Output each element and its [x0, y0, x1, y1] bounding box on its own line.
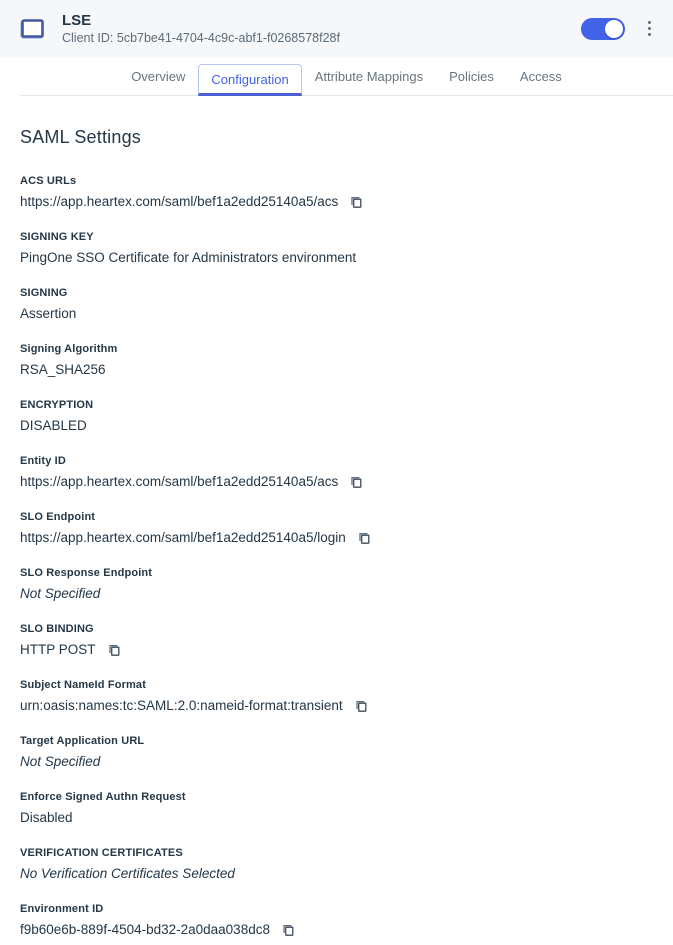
field-value: f9b60e6b-889f-4504-bd32-2a0daa038dc8: [20, 922, 270, 937]
field-list: [20, 175, 653, 938]
app-title: LSE: [62, 11, 92, 29]
application-window-icon: [20, 19, 44, 39]
field-label: SIGNING: [20, 287, 68, 299]
copy-icon[interactable]: [107, 643, 121, 657]
field-value: Not Specified: [20, 586, 101, 601]
field-row: [20, 791, 653, 826]
field-label: Target Application URL: [20, 735, 145, 747]
field-row: [20, 679, 653, 714]
field-row: [20, 735, 653, 770]
tab-configuration[interactable]: Configuration: [198, 64, 301, 96]
field-value: https://app.heartex.com/saml/bef1a2edd25140a5/login: [20, 530, 346, 545]
tab-bar: [20, 57, 673, 96]
enabled-toggle[interactable]: [581, 18, 625, 40]
header-titles: [62, 12, 340, 46]
field-row: [20, 847, 653, 882]
page-title: SAML Settings: [20, 127, 141, 147]
field-value: Disabled: [20, 810, 73, 825]
field-value: No Verification Certificates Selected: [20, 866, 235, 881]
field-label: SLO BINDING: [20, 623, 94, 635]
field-label: SLO Response Endpoint: [20, 567, 153, 579]
field-label: Environment ID: [20, 903, 104, 915]
field-label: Subject NameId Format: [20, 679, 147, 691]
field-row: [20, 231, 653, 266]
field-label: Signing Algorithm: [20, 343, 118, 355]
copy-icon[interactable]: [357, 531, 371, 545]
field-value: RSA_SHA256: [20, 362, 106, 377]
field-row: [20, 287, 653, 322]
field-value: HTTP POST: [20, 642, 96, 657]
header-actions: [581, 17, 658, 41]
field-row: [20, 399, 653, 434]
field-row: [20, 175, 653, 210]
field-value: urn:oasis:names:tc:SAML:2.0:nameid-format:transient: [20, 698, 343, 713]
copy-icon[interactable]: [281, 923, 295, 937]
app-header: [0, 0, 673, 57]
field-row: [20, 623, 653, 658]
main-content: [0, 96, 673, 938]
kebab-menu-icon[interactable]: [642, 17, 658, 41]
tab-overview[interactable]: Overview: [131, 69, 186, 84]
tab-access[interactable]: Access: [519, 69, 562, 84]
field-value: Not Specified: [20, 754, 101, 769]
field-row: [20, 343, 653, 378]
field-value: PingOne SSO Certificate for Administrators environment: [20, 250, 357, 265]
field-row: [20, 567, 653, 602]
field-row: [20, 455, 653, 490]
field-value: https://app.heartex.com/saml/bef1a2edd25140a5/acs: [20, 194, 339, 209]
tab-attribute-mappings[interactable]: Attribute Mappings: [314, 69, 424, 84]
copy-icon[interactable]: [349, 475, 363, 489]
field-label: Entity ID: [20, 455, 66, 467]
field-row: [20, 511, 653, 546]
client-id-text: Client ID: 5cb7be41-4704-4c9c-abf1-f0268578f28f: [62, 30, 340, 45]
field-value: https://app.heartex.com/saml/bef1a2edd25140a5/acs: [20, 474, 339, 489]
copy-icon[interactable]: [349, 195, 363, 209]
field-label: Enforce Signed Authn Request: [20, 791, 186, 803]
toggle-knob: [605, 20, 623, 38]
tab-policies[interactable]: Policies: [449, 69, 494, 84]
field-row: [20, 903, 653, 938]
field-value: DISABLED: [20, 418, 87, 433]
field-label: SLO Endpoint: [20, 511, 96, 523]
field-label: VERIFICATION CERTIFICATES: [20, 847, 183, 859]
copy-icon[interactable]: [354, 699, 368, 713]
field-value: Assertion: [20, 306, 77, 321]
field-label: ACS URLs: [20, 175, 77, 187]
field-label: ENCRYPTION: [20, 399, 94, 411]
field-label: SIGNING KEY: [20, 231, 94, 243]
